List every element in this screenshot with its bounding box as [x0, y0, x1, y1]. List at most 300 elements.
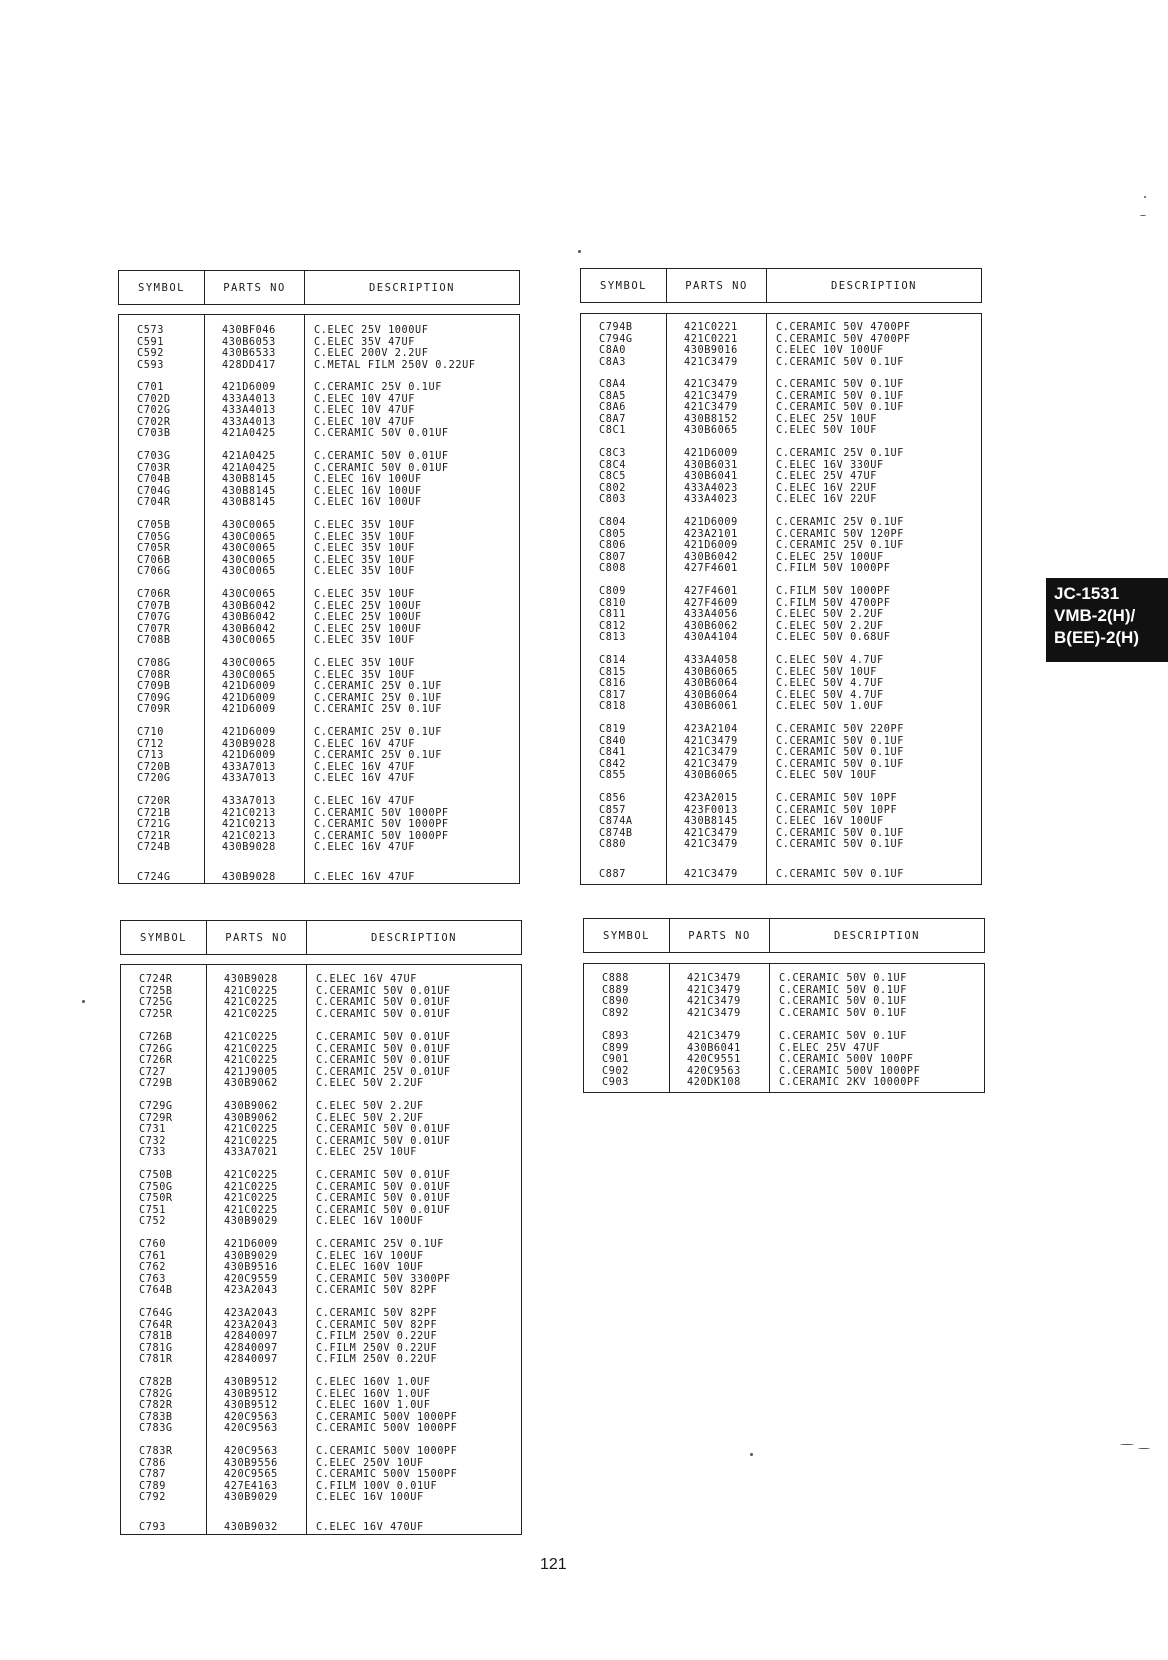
parts-no-cell: 433A4013 [222, 416, 276, 428]
table-row [119, 555, 519, 567]
description-cell: C.ELEC 16V 100UF [314, 485, 422, 497]
table-row [121, 1285, 521, 1297]
parts-no-cell: 430C0065 [222, 658, 276, 669]
table-row [121, 1446, 521, 1458]
row-group [119, 451, 519, 509]
row-group [581, 869, 981, 881]
table-row [119, 658, 519, 670]
table-body [580, 313, 982, 885]
model-side-tab [1046, 578, 1168, 662]
description-cell: C.CERAMIC 50V 3300PF [316, 1273, 451, 1285]
symbol-cell: C724G [137, 872, 171, 883]
parts-no-cell: 421D6009 [224, 1239, 278, 1250]
symbol-cell: C789 [139, 1480, 166, 1492]
table-header [580, 268, 982, 303]
description-cell: C.ELEC 50V 2.2UF [316, 1078, 424, 1090]
symbol-cell: C712 [137, 738, 164, 750]
parts-no-cell: 430B8145 [222, 497, 276, 509]
description-cell: C.CERAMIC 50V 0.01UF [316, 1124, 451, 1136]
symbol-cell: C856 [599, 793, 626, 804]
description-cell: C.CERAMIC 50V 0.01UF [316, 1193, 451, 1205]
description-cell: C.CERAMIC 50V 0.1UF [779, 984, 907, 996]
description-cell: C.CERAMIC 50V 0.01UF [314, 462, 449, 474]
table-row [581, 529, 981, 541]
description-cell: C.CERAMIC 25V 0.1UF [314, 727, 442, 738]
description-cell: C.CERAMIC 50V 0.01UF [314, 428, 449, 440]
parts-no-cell: 423A2043 [224, 1308, 278, 1319]
parts-no-cell: 428DD417 [222, 359, 276, 371]
description-cell: C.ELEC 16V 100UF [776, 816, 884, 828]
parts-no-cell: 421C3479 [687, 1007, 741, 1019]
symbol-cell: C725B [139, 985, 173, 997]
table-row [581, 414, 981, 426]
symbol-cell: C705G [137, 531, 171, 543]
symbol-cell: C809 [599, 586, 626, 597]
parts-no-cell: 42840097 [224, 1331, 278, 1343]
table-row [581, 828, 981, 840]
parts-no-cell: 430B6041 [684, 471, 738, 483]
table-row [119, 497, 519, 509]
parts-no-cell: 430C0065 [222, 543, 276, 555]
symbol-cell: C704G [137, 485, 171, 497]
parts-no-cell: 423A2015 [684, 793, 738, 804]
description-cell: C.CERAMIC 50V 0.1UF [779, 1007, 907, 1019]
row-group [581, 517, 981, 575]
table-row [581, 540, 981, 552]
description-cell: C.CERAMIC 25V 0.1UF [776, 517, 904, 528]
symbol-cell: C591 [137, 336, 164, 348]
parts-no-cell: 433A7021 [224, 1147, 278, 1159]
parts-no-cell: 421A0425 [222, 451, 276, 462]
symbol-cell: C8C1 [599, 425, 626, 437]
description-cell: C.CERAMIC 50V 0.1UF [776, 869, 904, 880]
symbol-cell: C760 [139, 1239, 166, 1250]
parts-no-cell: 427F4601 [684, 586, 738, 597]
description-cell: C.ELEC 35V 10UF [314, 669, 416, 681]
parts-no-cell: 420DK108 [687, 1077, 741, 1089]
scan-speck [578, 250, 581, 253]
symbol-cell: C724B [137, 842, 171, 854]
parts-no-cell: 421J9005 [224, 1066, 278, 1078]
symbol-cell: C704B [137, 474, 171, 486]
table-row [119, 727, 519, 739]
description-cell: C.ELEC 16V 100UF [314, 474, 422, 486]
table-body [583, 963, 985, 1093]
description-cell: C.ELEC 160V 1.0UF [316, 1400, 431, 1412]
symbol-cell: C762 [139, 1262, 166, 1274]
symbol-cell: C874A [599, 816, 633, 828]
parts-no-cell: 430C0065 [222, 554, 276, 566]
description-cell: C.ELEC 160V 10UF [316, 1262, 424, 1274]
table-row [121, 1067, 521, 1079]
table-row [121, 1239, 521, 1251]
table-row [119, 325, 519, 337]
table-row [121, 1124, 521, 1136]
symbol-cell: C721G [137, 819, 171, 831]
symbol-cell: C889 [602, 984, 629, 996]
description-cell: C.CERAMIC 50V 120PF [776, 528, 904, 540]
table-row [119, 417, 519, 429]
description-cell: C.ELEC 16V 330UF [776, 459, 884, 471]
symbol-cell: C811 [599, 609, 626, 621]
parts-no-cell: 421D6009 [222, 692, 276, 704]
table-row [119, 693, 519, 705]
table-row [121, 1032, 521, 1044]
parts-no-cell: 430B9062 [224, 1078, 278, 1090]
description-cell: C.CERAMIC 50V 0.1UF [776, 758, 904, 770]
description-cell: C.CERAMIC 25V 0.1UF [314, 750, 442, 762]
table-row [581, 747, 981, 759]
symbol-cell: C806 [599, 540, 626, 552]
symbol-cell: C720R [137, 796, 171, 807]
description-cell: C.ELEC 25V 10UF [776, 413, 878, 425]
table-row [581, 494, 981, 506]
parts-no-cell: 421C3479 [684, 827, 738, 839]
table-row [581, 357, 981, 369]
description-cell: C.ELEC 16V 47UF [314, 738, 416, 750]
table-row [121, 1009, 521, 1021]
description-cell: C.ELEC 250V 10UF [316, 1457, 424, 1469]
parts-no-cell: 423A2043 [224, 1319, 278, 1331]
parts-no-cell: 421C3479 [684, 758, 738, 770]
description-cell: C.CERAMIC 50V 0.01UF [316, 1181, 451, 1193]
parts-no-cell: 421D6009 [684, 517, 738, 528]
description-cell: C.CERAMIC 25V 0.1UF [314, 382, 442, 393]
parts-no-cell: 433A4023 [684, 482, 738, 494]
symbol-cell: C750G [139, 1181, 173, 1193]
row-group [121, 1101, 521, 1159]
table-row [119, 589, 519, 601]
scan-speck [1138, 1448, 1150, 1449]
symbol-cell: C787 [139, 1469, 166, 1481]
parts-no-cell: 421C3479 [687, 996, 741, 1008]
description-cell: C.CERAMIC 50V 4700PF [776, 333, 911, 345]
table-row [581, 678, 981, 690]
description-cell: C.ELEC 25V 1000UF [314, 325, 429, 336]
table-row [581, 425, 981, 437]
symbol-cell: C792 [139, 1492, 166, 1504]
table-row [584, 996, 984, 1008]
row-group [581, 448, 981, 506]
description-cell: C.CERAMIC 50V 1000PF [314, 830, 449, 842]
parts-no-cell: 430B6064 [684, 678, 738, 690]
table-row [581, 471, 981, 483]
table-row [121, 1423, 521, 1435]
description-cell: C.CERAMIC 25V 0.1UF [316, 1239, 444, 1250]
parts-no-cell: 420C9559 [224, 1273, 278, 1285]
description-cell: C.ELEC 50V 2.2UF [316, 1101, 424, 1112]
description-cell: C.ELEC 10V 47UF [314, 405, 416, 417]
table-row [581, 690, 981, 702]
table-row [584, 1043, 984, 1055]
description-cell: C.CERAMIC 50V 82PF [316, 1285, 438, 1297]
parts-no-cell: 420C9563 [224, 1446, 278, 1457]
table-row [121, 974, 521, 986]
parts-no-cell: 421D6009 [222, 727, 276, 738]
parts-no-cell: 421C0225 [224, 1032, 278, 1043]
table-row [121, 1377, 521, 1389]
symbol-cell: C593 [137, 359, 164, 371]
scan-speck [1140, 215, 1146, 216]
table-row [581, 805, 981, 817]
description-cell: C.CERAMIC 50V 0.01UF [316, 1135, 451, 1147]
row-group [121, 1377, 521, 1435]
description-cell: C.ELEC 160V 1.0UF [316, 1377, 431, 1388]
table-row [119, 360, 519, 372]
parts-no-cell: 430B6042 [222, 600, 276, 612]
table-row [584, 973, 984, 985]
table-row [119, 750, 519, 762]
description-cell: C.ELEC 50V 4.7UF [776, 678, 884, 690]
parts-no-cell: 430B9516 [224, 1262, 278, 1274]
parts-no-cell: 430C0065 [222, 520, 276, 531]
header-parts-no: PARTS NO [666, 269, 766, 302]
parts-no-cell: 421C3479 [684, 839, 738, 851]
description-cell: C.ELEC 50V 1.0UF [776, 701, 884, 713]
parts-no-cell: 423A2104 [684, 724, 738, 735]
description-cell: C.ELEC 25V 100UF [314, 612, 422, 624]
description-cell: C.CERAMIC 50V 82PF [316, 1319, 438, 1331]
description-cell: C.ELEC 25V 100UF [314, 623, 422, 635]
symbol-cell: C764R [139, 1319, 173, 1331]
symbol-cell: C729G [139, 1101, 173, 1112]
page-number: 121 [540, 1556, 567, 1573]
symbol-cell: C764G [139, 1308, 173, 1319]
row-group [584, 973, 984, 1019]
description-cell: C.CERAMIC 50V 10PF [776, 804, 898, 816]
symbol-cell: C781R [139, 1354, 173, 1366]
symbol-cell: C708B [137, 635, 171, 647]
side-tab-line-1: JC-1531 [1054, 584, 1120, 603]
symbol-cell: C750B [139, 1170, 173, 1181]
symbol-cell: C794B [599, 322, 633, 333]
symbol-cell: C702R [137, 416, 171, 428]
description-cell: C.CERAMIC 500V 1000PF [779, 1065, 921, 1077]
header-description: DESCRIPTION [769, 919, 984, 952]
description-cell: C.CERAMIC 50V 1000PF [314, 819, 449, 831]
parts-no-cell: 421C3479 [687, 984, 741, 996]
table-row [119, 405, 519, 417]
parts-no-cell: 421C0225 [224, 1193, 278, 1205]
description-cell: C.ELEC 25V 100UF [314, 600, 422, 612]
table-row [581, 724, 981, 736]
table-row [121, 1343, 521, 1355]
row-group [119, 325, 519, 371]
table-row [121, 1522, 521, 1534]
parts-no-cell: 423F0013 [684, 804, 738, 816]
table-row [119, 520, 519, 532]
symbol-cell: C899 [602, 1042, 629, 1054]
row-group [121, 974, 521, 1020]
table-row [121, 1412, 521, 1424]
table-body [118, 314, 520, 884]
table-row [119, 382, 519, 394]
table-row [581, 609, 981, 621]
table-row [581, 402, 981, 414]
parts-no-cell: 430BF046 [222, 325, 276, 336]
table-header [118, 270, 520, 305]
parts-no-cell: 433A4023 [684, 494, 738, 506]
symbol-cell: C8A0 [599, 345, 626, 357]
parts-no-cell: 430C0065 [222, 669, 276, 681]
description-cell: C.ELEC 16V 470UF [316, 1522, 424, 1533]
symbol-cell: C804 [599, 517, 626, 528]
description-cell: C.ELEC 35V 10UF [314, 543, 416, 555]
description-cell: C.ELEC 25V 100UF [776, 551, 884, 563]
table-row [121, 1113, 521, 1125]
description-cell: C.ELEC 16V 47UF [316, 974, 418, 985]
row-group [119, 589, 519, 647]
description-cell: C.CERAMIC 50V 0.1UF [776, 356, 904, 368]
description-cell: C.ELEC 16V 47UF [314, 761, 416, 773]
table-row [581, 759, 981, 771]
symbol-cell: C752 [139, 1216, 166, 1228]
table-row [581, 322, 981, 334]
table-row [121, 1044, 521, 1056]
table-header [583, 918, 985, 953]
symbol-cell: C805 [599, 528, 626, 540]
parts-no-cell: 421C3479 [684, 869, 738, 880]
table-row [121, 1216, 521, 1228]
symbol-cell: C783R [139, 1446, 173, 1457]
symbol-cell: C781B [139, 1331, 173, 1343]
symbol-cell: C783G [139, 1423, 173, 1435]
table-row [121, 1101, 521, 1113]
symbol-cell: C713 [137, 750, 164, 762]
header-description: DESCRIPTION [766, 269, 981, 302]
symbol-cell: C818 [599, 701, 626, 713]
parts-no-cell: 430B6065 [684, 770, 738, 782]
row-group [584, 1031, 984, 1089]
symbol-cell: C703B [137, 428, 171, 440]
symbol-cell: C701 [137, 382, 164, 393]
parts-no-cell: 421C0221 [684, 333, 738, 345]
symbol-cell: C724R [139, 974, 173, 985]
description-cell: C.ELEC 50V 4.7UF [776, 655, 884, 666]
row-group [581, 724, 981, 782]
parts-no-cell: 421C0225 [224, 1055, 278, 1067]
parts-no-cell: 430B8145 [222, 474, 276, 486]
description-cell: C.ELEC 35V 10UF [314, 566, 416, 578]
description-cell: C.FILM 50V 1000PF [776, 586, 891, 597]
description-cell: C.ELEC 50V 4.7UF [776, 689, 884, 701]
table-row [581, 816, 981, 828]
description-cell: C.CERAMIC 50V 4700PF [776, 322, 911, 333]
parts-no-cell: 430B9028 [222, 738, 276, 750]
description-cell: C.CERAMIC 50V 0.1UF [779, 973, 907, 984]
symbol-cell: C803 [599, 494, 626, 506]
description-cell: C.FILM 250V 0.22UF [316, 1342, 438, 1354]
table-row [121, 1193, 521, 1205]
symbol-cell: C794G [599, 333, 633, 345]
description-cell: C.ELEC 50V 0.68UF [776, 632, 891, 644]
row-group [581, 322, 981, 368]
table-row [119, 624, 519, 636]
header-parts-no: PARTS NO [206, 921, 306, 954]
table-row [581, 391, 981, 403]
parts-no-cell: 421A0425 [222, 428, 276, 440]
symbol-cell: C709R [137, 704, 171, 716]
symbol-cell: C817 [599, 689, 626, 701]
description-cell: C.CERAMIC 50V 0.1UF [776, 747, 904, 759]
parts-no-cell: 430B6042 [684, 551, 738, 563]
symbol-cell: C709G [137, 692, 171, 704]
symbol-cell: C726R [139, 1055, 173, 1067]
table-row [584, 1054, 984, 1066]
table-row [119, 532, 519, 544]
table-row [119, 474, 519, 486]
description-cell: C.FILM 50V 1000PF [776, 563, 891, 575]
parts-no-cell: 430B9062 [224, 1101, 278, 1112]
row-group [119, 520, 519, 578]
symbol-cell: C573 [137, 325, 164, 336]
description-cell: C.ELEC 16V 100UF [316, 1216, 424, 1228]
symbol-cell: C721R [137, 830, 171, 842]
parts-no-cell: 430B8152 [684, 413, 738, 425]
parts-no-cell: 420C9563 [687, 1065, 741, 1077]
parts-no-cell: 430B9029 [224, 1216, 278, 1228]
table-row [581, 667, 981, 679]
table-row [121, 1274, 521, 1286]
parts-no-cell: 421C0213 [222, 807, 276, 819]
description-cell: C.CERAMIC 50V 1000PF [314, 807, 449, 819]
description-cell: C.CERAMIC 50V 0.01UF [316, 997, 451, 1009]
table-row [121, 1320, 521, 1332]
parts-no-cell: 421C0221 [684, 322, 738, 333]
description-cell: C.ELEC 10V 47UF [314, 393, 416, 405]
table-row [121, 1331, 521, 1343]
scan-speck [82, 1000, 85, 1003]
header-symbol: SYMBOL [600, 279, 647, 292]
table-row [119, 601, 519, 613]
table-row [121, 1400, 521, 1412]
symbol-cell: C727 [139, 1066, 166, 1078]
table-row [581, 563, 981, 575]
row-group [121, 1522, 521, 1534]
parts-no-cell: 421C3479 [684, 735, 738, 747]
description-cell: C.CERAMIC 50V 0.1UF [779, 1031, 907, 1042]
row-group [581, 793, 981, 851]
symbol-cell: C857 [599, 804, 626, 816]
symbol-cell: C705B [137, 520, 171, 531]
description-cell: C.CERAMIC 50V 0.01UF [316, 1055, 451, 1067]
description-cell: C.CERAMIC 50V 82PF [316, 1308, 438, 1319]
symbol-cell: C902 [602, 1065, 629, 1077]
description-cell: C.CERAMIC 500V 100PF [779, 1054, 914, 1066]
description-cell: C.CERAMIC 50V 0.1UF [776, 735, 904, 747]
parts-no-cell: 430B6042 [222, 623, 276, 635]
row-group [121, 1032, 521, 1090]
parts-no-cell: 430B9016 [684, 345, 738, 357]
parts-no-cell: 421D6009 [684, 540, 738, 552]
description-cell: C.FILM 250V 0.22UF [316, 1354, 438, 1366]
parts-no-cell: 430A4104 [684, 632, 738, 644]
parts-no-cell: 433A4056 [684, 609, 738, 621]
table-row [121, 1182, 521, 1194]
description-cell: C.CERAMIC 50V 0.1UF [776, 839, 904, 851]
parts-no-cell: 433A7013 [222, 773, 276, 785]
description-cell: C.ELEC 10V 100UF [776, 345, 884, 357]
description-cell: C.ELEC 16V 100UF [316, 1492, 424, 1504]
table-row [119, 872, 519, 884]
symbol-cell: C710 [137, 727, 164, 738]
description-cell: C.ELEC 16V 47UF [314, 796, 416, 807]
table-row [121, 1354, 521, 1366]
symbol-cell: C892 [602, 1007, 629, 1019]
table-row [581, 448, 981, 460]
table-row [119, 773, 519, 785]
table-row [581, 379, 981, 391]
